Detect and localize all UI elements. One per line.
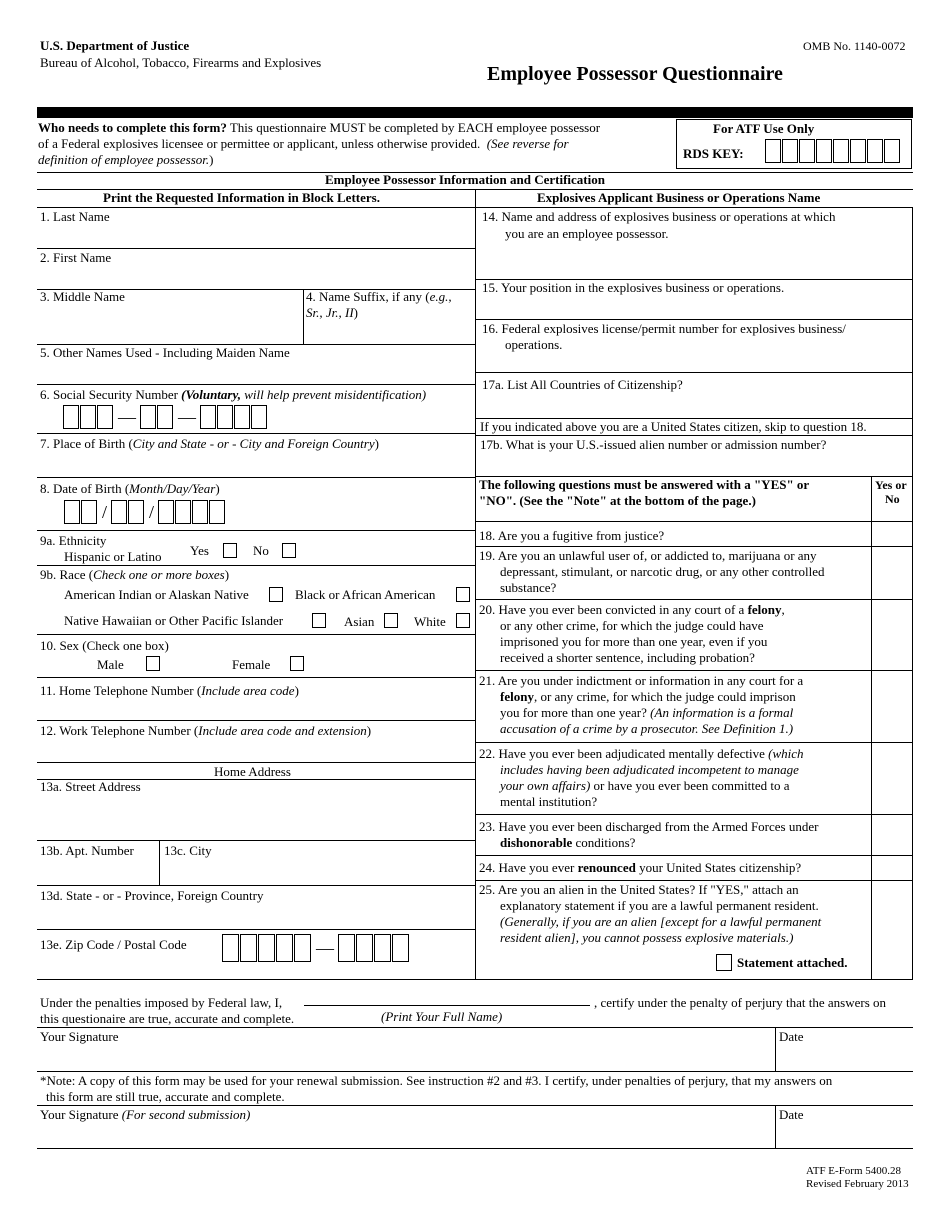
print-name-caption: (Print Your Full Name) xyxy=(381,1009,503,1024)
bureau-name: Bureau of Alcohol, Tobacco, Firearms and Explosives xyxy=(40,55,322,70)
atf-use-label: For ATF Use Only xyxy=(713,121,815,136)
business-name-field[interactable] xyxy=(480,244,910,278)
q21-text-3: you for more than one year? (An information is a formal xyxy=(500,705,794,720)
ethnicity-yes-checkbox[interactable] xyxy=(223,543,237,558)
ssn-label: 6. Social Security Number (Voluntary, will help prevent misidentification) xyxy=(40,387,427,402)
intro-text-1: This questionnaire MUST be completed by EACH employee possessor xyxy=(226,120,601,135)
race-aian-label: American Indian or Alaskan Native xyxy=(64,587,249,602)
rds-key-label: RDS KEY: xyxy=(683,146,744,161)
citizenship-label: 17a. List All Countries of Citizenship? xyxy=(482,377,683,392)
work-phone-field[interactable] xyxy=(40,740,472,760)
hispanic-label: Hispanic or Latino xyxy=(64,549,162,564)
apt-label: 13b. Apt. Number xyxy=(40,843,134,858)
statement-attached-checkbox[interactable] xyxy=(716,954,732,971)
intro-line-1 xyxy=(38,120,600,136)
race-nhpi-checkbox[interactable] xyxy=(312,613,326,628)
renewal-note-2: this form are still true, accurate and complete. xyxy=(46,1089,285,1104)
form-number: ATF E-Form 5400.28 xyxy=(806,1165,902,1177)
work-phone-label: 12. Work Telephone Number (Include area code and extension) xyxy=(40,723,372,738)
race-asian-checkbox[interactable] xyxy=(384,613,398,628)
signature-2-label: Your Signature (For second submission) xyxy=(40,1107,251,1122)
intro-text-3-end: ) xyxy=(209,152,214,167)
name-suffix-label: 4. Name Suffix, if any (e.g., xyxy=(306,289,452,304)
cert-line-1a: Under the penalties imposed by Federal law, I, xyxy=(40,995,283,1010)
dob-label: 8. Date of Birth (Month/Day/Year) xyxy=(40,481,220,496)
signature-field[interactable] xyxy=(40,1046,770,1068)
q18-answer[interactable] xyxy=(873,523,911,545)
q25-text-1: 25. Are you an alien in the United States? If "YES," attach an xyxy=(479,882,799,897)
position-field[interactable] xyxy=(480,297,910,318)
citizen-skip-note: If you indicated above you are a United States citizen, skip to question 18. xyxy=(480,419,867,434)
race-white-checkbox[interactable] xyxy=(456,613,470,628)
race-white-label: White xyxy=(414,614,446,629)
q22-text-4: mental institution? xyxy=(500,794,598,809)
q23-answer[interactable] xyxy=(873,816,911,853)
ethnicity-no-label: No xyxy=(253,543,269,558)
alien-number-label: 17b. What is your U.S.-issued alien number or admission number? xyxy=(480,437,827,452)
street-label: 13a. Street Address xyxy=(40,779,141,794)
citizenship-field[interactable] xyxy=(480,394,910,416)
intro-line-3 xyxy=(38,152,214,168)
q20-text-1: 20. Have you ever been convicted in any court of a felony, xyxy=(479,602,785,617)
q25-text-3: (Generally, if you are an alien [except for a lawful permanent xyxy=(500,914,822,929)
license-number-label: 16. Federal explosives license/permit number for explosives business/ xyxy=(482,321,846,336)
intro-text-2-ital: (See reverse for xyxy=(486,136,569,151)
yes-no-header-2: No xyxy=(885,492,900,506)
race-black-label: Black or African American xyxy=(295,587,436,602)
q22-text-2: includes having been adjudicated incompetent to manage xyxy=(500,762,799,777)
questions-header-1: The following questions must be answered with a "YES" or xyxy=(479,477,810,492)
q19-text-3: substance? xyxy=(500,580,557,595)
ethnicity-label: 9a. Ethnicity xyxy=(40,533,107,548)
header-bar xyxy=(37,107,913,118)
q21-text-2: felony, or any crime, for which the judge could imprison xyxy=(500,689,796,704)
race-label: 9b. Race (Check one or more boxes) xyxy=(40,567,230,582)
q21-answer[interactable] xyxy=(873,672,911,740)
first-name-label: 2. First Name xyxy=(40,250,112,265)
questions-header-2: "NO". (See the "Note" at the bottom of the page.) xyxy=(479,493,756,508)
birthplace-field[interactable] xyxy=(40,453,472,475)
q22-answer[interactable] xyxy=(873,744,911,812)
ethnicity-yes-label: Yes xyxy=(190,543,209,558)
home-phone-field[interactable] xyxy=(40,700,472,718)
home-address-heading: Home Address xyxy=(214,764,291,779)
q24-text: 24. Have you ever renounced your United States citizenship? xyxy=(479,860,802,875)
renewal-note-1: *Note: A copy of this form may be used for your renewal submission. See instruction #2 and #3. I certify, under penalties of perjury, that my answers on xyxy=(40,1073,833,1088)
female-label: Female xyxy=(232,657,271,672)
sex-label: 10. Sex (Check one box) xyxy=(40,638,169,653)
intro-lead: Who needs to complete this form? xyxy=(38,120,227,135)
print-name-field[interactable] xyxy=(304,989,590,1005)
state-field[interactable] xyxy=(40,905,472,927)
q25-text-4: resident alien], you cannot possess explosive materials.) xyxy=(500,930,794,945)
q21-text-1: 21. Are you under indictment or information in any court for a xyxy=(479,673,804,688)
left-column-header: Print the Requested Information in Block Letters. xyxy=(103,190,380,205)
q20-answer[interactable] xyxy=(873,601,911,668)
omb-number: OMB No. 1140-0072 xyxy=(803,39,906,53)
business-name-label-2: you are an employee possessor. xyxy=(505,226,669,241)
birthplace-label: 7. Place of Birth (City and State - or - City and Foreign Country) xyxy=(40,436,379,451)
statement-attached-label: Statement attached. xyxy=(737,955,848,970)
agency-name: U.S. Department of Justice xyxy=(40,38,190,53)
last-name-field[interactable] xyxy=(40,226,472,246)
other-names-label: 5. Other Names Used - Including Maiden Name xyxy=(40,345,290,360)
name-suffix-field[interactable] xyxy=(306,322,472,342)
business-name-label: 14. Name and address of explosives business or operations at which xyxy=(482,209,836,224)
male-checkbox[interactable] xyxy=(146,656,160,671)
q25-text-2: explanatory statement if you are a lawful permanent resident. xyxy=(500,898,819,913)
race-black-checkbox[interactable] xyxy=(456,587,470,602)
female-checkbox[interactable] xyxy=(290,656,304,671)
date-label: Date xyxy=(779,1029,804,1044)
cert-line-1b: , certify under the penalty of perjury that the answers on xyxy=(594,995,887,1010)
license-number-field[interactable] xyxy=(480,354,910,370)
zip-input[interactable]: — xyxy=(222,934,410,962)
q23-text-2: dishonorable conditions? xyxy=(500,835,636,850)
yes-no-header-1: Yes or xyxy=(875,478,907,492)
q20-text-2: or any other crime, for which the judge could have xyxy=(500,618,764,633)
ssn-input[interactable]: — — xyxy=(63,405,268,429)
zip-label: 13e. Zip Code / Postal Code xyxy=(40,937,187,952)
date-field[interactable] xyxy=(779,1046,909,1068)
intro-line-2 xyxy=(38,136,569,152)
name-suffix-examples: Sr., Jr., II) xyxy=(306,305,359,320)
q19-text-1: 19. Are you an unlawful user of, or addicted to, marijuana or any xyxy=(479,548,817,563)
position-label: 15. Your position in the explosives business or operations. xyxy=(482,280,785,295)
apt-field[interactable] xyxy=(40,860,156,882)
signature-2-field[interactable] xyxy=(40,1124,770,1146)
street-field[interactable] xyxy=(40,796,472,838)
middle-name-label: 3. Middle Name xyxy=(40,289,125,304)
city-label: 13c. City xyxy=(164,843,212,858)
q24-answer[interactable] xyxy=(873,857,911,878)
ethnicity-no-checkbox[interactable] xyxy=(282,543,296,558)
signature-label: Your Signature xyxy=(40,1029,119,1044)
q19-answer[interactable] xyxy=(873,548,911,598)
rds-key-input[interactable] xyxy=(765,139,901,163)
q20-text-3: imprisoned you for more than one year, even if you xyxy=(500,634,768,649)
race-aian-checkbox[interactable] xyxy=(269,587,283,602)
q22-text-3: your own affairs) or have you ever been committed to a xyxy=(500,778,790,793)
right-column-header: Explosives Applicant Business or Operations Name xyxy=(537,190,821,205)
section-title: Employee Possessor Information and Certification xyxy=(325,172,605,187)
date-2-field[interactable] xyxy=(779,1124,909,1146)
q21-text-4: accusation of a crime by a prosecutor. See Definition 1.) xyxy=(500,721,794,736)
q20-text-4: received a shorter sentence, including probation? xyxy=(500,650,755,665)
revision-date: Revised February 2013 xyxy=(806,1178,909,1190)
first-name-field[interactable] xyxy=(40,267,472,287)
city-field[interactable] xyxy=(164,860,472,882)
intro-text-2: of a Federal explosives licensee or permittee or applicant, unless otherwise provided. xyxy=(38,136,481,151)
license-number-label-2: operations. xyxy=(505,337,563,352)
cert-line-2: this questionaire are true, accurate and complete. xyxy=(40,1011,295,1026)
other-names-field[interactable] xyxy=(40,362,472,382)
page-title: Employee Possessor Questionnaire xyxy=(487,63,783,85)
home-phone-label: 11. Home Telephone Number (Include area code) xyxy=(40,683,299,698)
q22-text-1: 22. Have you ever been adjudicated mentally defective (which xyxy=(479,746,804,761)
male-label: Male xyxy=(97,657,124,672)
race-asian-label: Asian xyxy=(344,614,375,629)
q23-text-1: 23. Have you ever been discharged from the Armed Forces under xyxy=(479,819,819,834)
dob-input[interactable]: / / xyxy=(64,500,226,524)
last-name-label: 1. Last Name xyxy=(40,209,110,224)
intro-text-3: definition of employee possessor. xyxy=(38,152,210,167)
q19-text-2: depressant, stimulant, or narcotic drug, or any other controlled xyxy=(500,564,825,579)
middle-name-field[interactable] xyxy=(40,306,300,340)
q25-answer[interactable] xyxy=(873,882,911,977)
alien-number-field[interactable] xyxy=(480,454,910,474)
date-2-label: Date xyxy=(779,1107,804,1122)
state-label: 13d. State - or - Province, Foreign Country xyxy=(40,888,264,903)
q18-text: 18. Are you a fugitive from justice? xyxy=(479,528,665,543)
race-nhpi-label: Native Hawaiian or Other Pacific Islander xyxy=(64,613,284,628)
